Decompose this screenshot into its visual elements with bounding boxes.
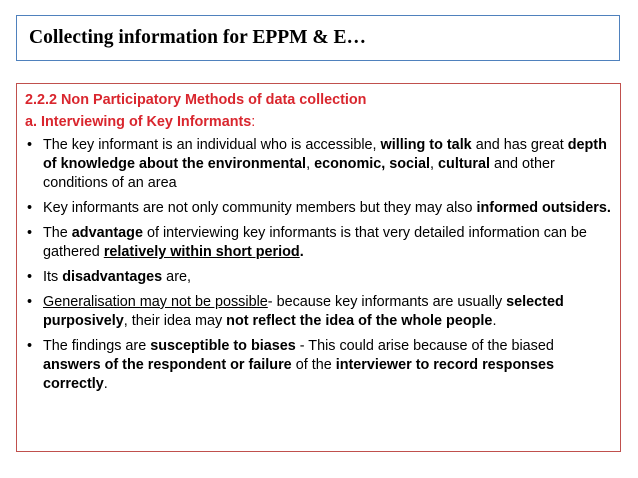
bold-text-run: interviewer to record responses correctly — [43, 357, 555, 392]
bullet-icon: • — [27, 225, 33, 241]
bullet-icon: • — [27, 137, 33, 153]
text-run: Key informants are not only community members but they may also — [43, 200, 477, 216]
text-run: - because key informants are usually — [267, 294, 507, 310]
bold-text-run: informed outsiders. — [476, 200, 611, 216]
bold-text-run: selected purposively — [43, 294, 564, 329]
bold-text-run: willing to talk — [380, 137, 472, 153]
text-run: of the — [291, 357, 336, 373]
list-item — [25, 337, 612, 394]
bold-text-run: cultural — [438, 156, 491, 172]
bold-text-run: not reflect the idea of the whole people — [226, 313, 493, 329]
bullet-icon: • — [27, 269, 33, 285]
bold-text-run: susceptible to biases — [150, 338, 296, 354]
list-item — [25, 136, 612, 193]
underlined-text-run: Generalisation may not be possible — [43, 294, 268, 310]
list-item — [25, 224, 612, 262]
subheading-title: a. Interviewing of Key Informants — [25, 114, 252, 130]
text-run: The findings are — [43, 338, 151, 354]
text-run: and has great — [471, 137, 568, 153]
text-run: , their idea may — [123, 313, 227, 329]
content-box — [16, 83, 621, 452]
text-run: are, — [162, 269, 191, 285]
bold-text-run: answers of the respondent or failure — [43, 357, 292, 373]
text-run: of interviewing key informants is that very detailed information can be gathered — [43, 225, 587, 260]
bold-text-run: economic, social — [314, 156, 431, 172]
bold-text-run: depth of knowledge about the environmental — [43, 137, 607, 172]
bold-text-run: . — [299, 244, 304, 260]
bullet-icon: • — [27, 338, 33, 354]
text-run: , — [430, 156, 439, 172]
title-box — [16, 15, 620, 61]
text-run: The key informant is an individual who is accessible, — [43, 137, 381, 153]
text-run: Its — [43, 269, 63, 285]
text-run: . — [492, 313, 497, 329]
bold-text-run: advantage — [71, 225, 143, 241]
bullet-icon: • — [27, 294, 33, 310]
text-run: and other conditions of an area — [43, 156, 555, 191]
text-run: - This could arise because of the biased — [295, 338, 554, 354]
subheading-colon: : — [251, 114, 256, 130]
subheading — [25, 113, 612, 132]
bullet-icon: • — [27, 200, 33, 216]
bullet-list — [25, 136, 612, 394]
text-run: The — [43, 225, 72, 241]
bold-underlined-text-run: relatively within short period — [103, 244, 300, 260]
list-item — [25, 199, 612, 218]
section-heading: 2.2.2 Non Participatory Methods of data collection — [25, 92, 367, 108]
text-run: . — [103, 376, 108, 392]
list-item — [25, 268, 612, 287]
slide-title: Collecting information for EPPM & E… — [29, 27, 367, 48]
text-run: , — [306, 156, 315, 172]
bold-text-run: disadvantages — [62, 269, 163, 285]
list-item — [25, 293, 612, 331]
